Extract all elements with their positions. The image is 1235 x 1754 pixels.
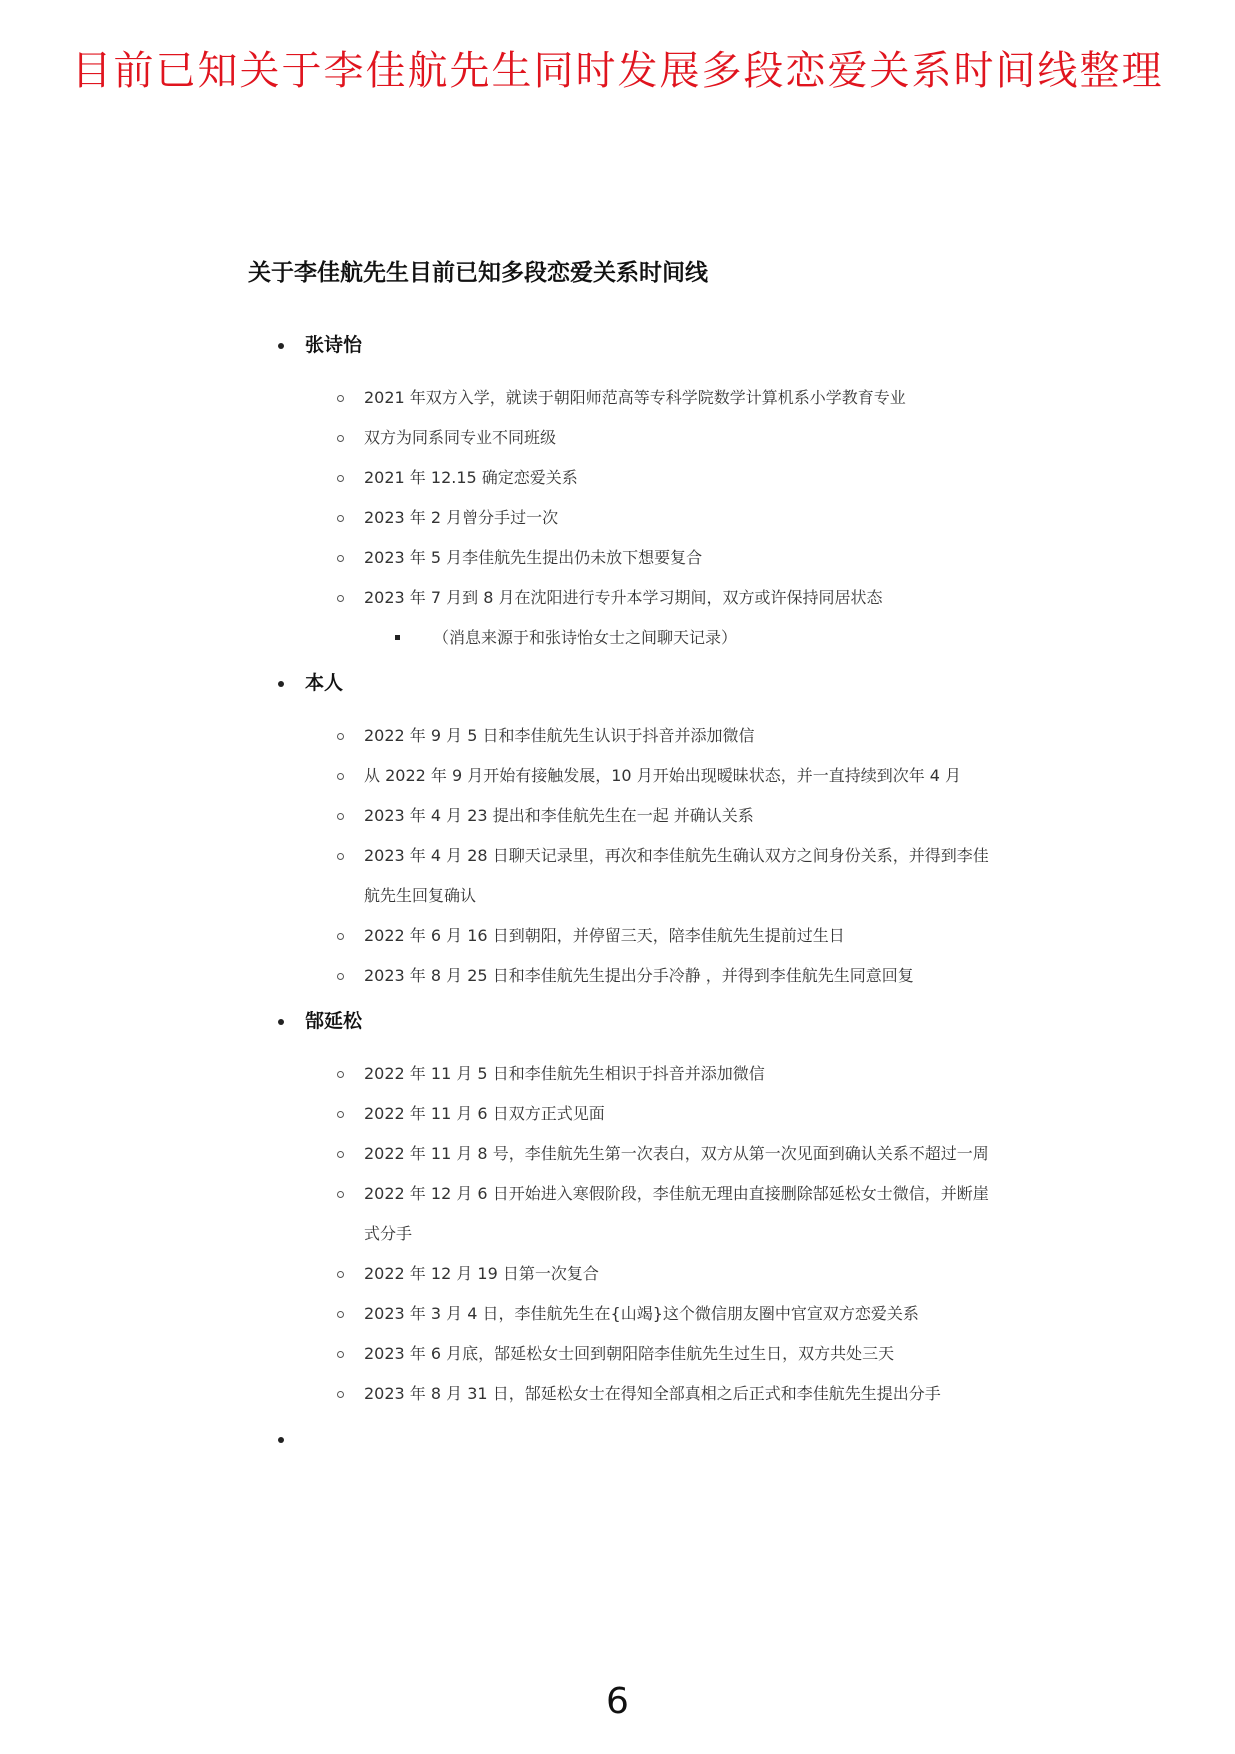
timeline-item: 2022 年 12 月 6 日开始进入寒假阶段，李佳航无理由直接删除郜延松女士微信，并断崖式分手 (0, 1174, 1235, 1254)
bullet-circle-icon (337, 973, 344, 980)
page-number: 6 (606, 1681, 629, 1722)
bullet-circle-icon (337, 733, 344, 740)
timeline-item: 2023 年 5 月李佳航先生提出仍未放下想要复合 (0, 538, 1235, 578)
person-heading (0, 668, 1235, 698)
bullet-circle-icon (337, 1351, 344, 1358)
timeline-list (0, 716, 1235, 996)
bullet-square-icon (395, 635, 400, 640)
timeline-item: 2021 年 12.15 确定恋爱关系 (0, 458, 1235, 498)
bullet-circle-icon (337, 1311, 344, 1318)
bullet-circle-icon (337, 1071, 344, 1078)
bullet-circle-icon (337, 475, 344, 482)
timeline-item: 2023 年 4 月 23 提出和李佳航先生在一起 并确认关系 (0, 796, 1235, 836)
bullet-circle-icon (337, 435, 344, 442)
bullet-circle-icon (337, 395, 344, 402)
bullet-circle-icon (337, 1191, 344, 1198)
timeline-item: 2022 年 6 月 16 日到朝阳，并停留三天，陪李佳航先生提前过生日 (0, 916, 1235, 956)
person-heading (0, 1006, 1235, 1036)
bullet-dot-icon (278, 1437, 284, 1443)
timeline-item: 2023 年 8 月 25 日和李佳航先生提出分手冷静 ，并得到李佳航先生同意回复 (0, 956, 1235, 996)
bullet-circle-icon (337, 1271, 344, 1278)
bullet-circle-icon (337, 555, 344, 562)
bullet-circle-icon (337, 1151, 344, 1158)
timeline-item: 2022 年 11 月 5 日和李佳航先生相识于抖音并添加微信 (0, 1054, 1235, 1094)
timeline-list (0, 378, 1235, 618)
bullet-circle-icon (337, 933, 344, 940)
bullet-dot-icon (278, 1019, 284, 1025)
bullet-circle-icon (337, 1391, 344, 1398)
page-title: 目前已知关于李佳航先生同时发展多段恋爱关系时间线整理 (71, 48, 1164, 94)
bullet-circle-icon (337, 1111, 344, 1118)
timeline-item: 2022 年 11 月 8 号，李佳航先生第一次表白，双方从第一次见面到确认关系不超过一周 (0, 1134, 1235, 1174)
bullet-dot-icon (278, 681, 284, 687)
timeline-item: 2023 年 2 月曾分手过一次 (0, 498, 1235, 538)
person-name: 张诗怡 (305, 334, 363, 356)
timeline-list (0, 1054, 1235, 1414)
person-heading (0, 330, 1235, 360)
timeline-item: 2022 年 9 月 5 日和李佳航先生认识于抖音并添加微信 (0, 716, 1235, 756)
empty-bullet (0, 1424, 1235, 1454)
source-note: （消息来源于和张诗怡女士之间聊天记录） (0, 618, 1235, 658)
timeline-item: 2021 年双方入学，就读于朝阳师范高等专科学院数学计算机系小学教育专业 (0, 378, 1235, 418)
timeline-item: 2023 年 4 月 28 日聊天记录里，再次和李佳航先生确认双方之间身份关系，并得到李佳航先生回复确认 (0, 836, 1235, 916)
bullet-circle-icon (337, 853, 344, 860)
timeline-item: 2022 年 11 月 6 日双方正式见面 (0, 1094, 1235, 1134)
timeline-sections (0, 330, 1235, 1454)
person-name: 郜延松 (305, 1010, 363, 1032)
bullet-circle-icon (337, 813, 344, 820)
bullet-circle-icon (337, 515, 344, 522)
doc-heading: 关于李佳航先生目前已知多段恋爱关系时间线 (248, 260, 708, 286)
timeline-item: 2023 年 7 月到 8 月在沈阳进行专升本学习期间，双方或许保持同居状态 (0, 578, 1235, 618)
timeline-item: 2023 年 6 月底，郜延松女士回到朝阳陪李佳航先生过生日，双方共处三天 (0, 1334, 1235, 1374)
timeline-item: 2022 年 12 月 19 日第一次复合 (0, 1254, 1235, 1294)
timeline-item: 2023 年 8 月 31 日，郜延松女士在得知全部真相之后正式和李佳航先生提出分手 (0, 1374, 1235, 1414)
person-name: 本人 (305, 672, 344, 694)
timeline-item: 2023 年 3 月 4 日，李佳航先生在{山竭}这个微信朋友圈中官宣双方恋爱关系 (0, 1294, 1235, 1334)
bullet-circle-icon (337, 773, 344, 780)
bullet-dot-icon (278, 343, 284, 349)
bullet-circle-icon (337, 595, 344, 602)
timeline-item: 从 2022 年 9 月开始有接触发展，10 月开始出现暧昧状态，并一直持续到次年 4 月 (0, 756, 1235, 796)
timeline-item: 双方为同系同专业不同班级 (0, 418, 1235, 458)
